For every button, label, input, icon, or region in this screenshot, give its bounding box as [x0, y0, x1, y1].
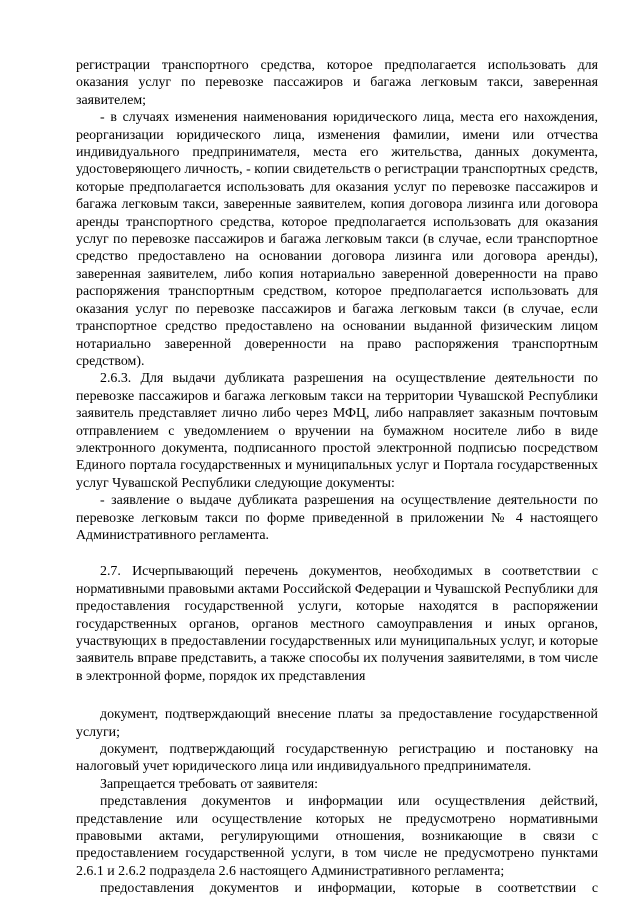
paragraph-2-6-3: 2.6.3. Для выдачи дубликата разрешения на осуществление деятельности по перевозке пассажиров и багажа легковым такси на территории Чувашской Республики заявитель представляет лично либо через МФЦ, либо направляет заказным почтовым отправлением с уведомлением о вручении на бумажном носителе либо в виде электронного документа, подписанного простой электронной подписью посредством Единого портала государственных и муниципальных услуг и Портала государственных услуг Чувашской Республики следующие документы:: [76, 371, 598, 491]
paragraph-prohibited-heading: Запрещается требовать от заявителя:: [100, 776, 318, 792]
document-page: [76, 57, 598, 898]
paragraph-spacer: [76, 544, 598, 563]
paragraph-spacer: [76, 685, 598, 706]
paragraph-duplicate-application: - заявление о выдаче дубликата разрешения на осуществление деятельности по перевозке легковым такси по форме приведенной в приложении № 4 настоящего Административного регламента.: [76, 493, 598, 543]
paragraph-registration-document: документ, подтверждающий государственную регистрацию и постановку на налоговый учет юридического лица или индивидуального предпринимателя.: [76, 742, 598, 775]
paragraph-name-change-case: - в случаях изменения наименования юридического лица, места его нахождения, реорганизации юридического лица, изменения фамилии, имени или отчества индивидуального предпринимателя, места его жительства, данных документа, удостоверяющего личность, - копии свидетельств о регистрации транспортных средств, которые предполагается использовать для оказания услуг по перевозке пассажиров и багажа легковым такси, заверенные заявителем, копия договора лизинга или договора аренды транспортного средства, которое предполагается использовать для оказания услуг по перевозке пассажиров и багажа легковым такси (в случае, если транспортное средство предоставлено на основании договора лизинга или договора аренды), заверенная заявителем, либо копия нотариально заверенной доверенности на право распоряжения транспортным средством, которое предполагается использовать для оказания услуг по перевозке пассажиров и багажа легковым такси (в случае, если транспортное средство предоставлено на основании выданной физическим лицом нотариально заверенной доверенности на право распоряжения транспортным средством).: [76, 110, 598, 369]
paragraph-prohibited-documents: предоставления документов и информации, которые в соответствии с: [100, 881, 598, 897]
paragraph-payment-document: документ, подтверждающий внесение платы за предоставление государственной услуги;: [76, 707, 598, 740]
paragraph-prohibited-actions: представления документов и информации или осуществления действий, представление или осуществление которых не предусмотрено нормативными правовыми актами, регулирующими отношения, возникающие в связи с предоставлением государственной услуги, в том числе не предусмотрено пунктами 2.6.1 и 2.6.2 подраздела 2.6 настоящего Административного регламента;: [76, 794, 598, 879]
paragraph-2-7: 2.7. Исчерпывающий перечень документов, необходимых в соответствии с нормативными правовыми актами Российской Федерации и Чувашской Республики для предоставления государственной услуги, которые находятся в распоряжении государственных органов, органов местного самоуправления и иных органов, участвующих в предоставлении государственных или муниципальных услуг, и которые заявитель вправе представить, а также способы их получения заявителями, в том числе в электронной форме, порядок их представления: [76, 564, 598, 684]
paragraph-vehicle-registration-tail: регистрации транспортного средства, которое предполагается использовать для оказания услуг по перевозке пассажиров и багажа легковым такси, заверенная заявителем;: [76, 58, 598, 108]
